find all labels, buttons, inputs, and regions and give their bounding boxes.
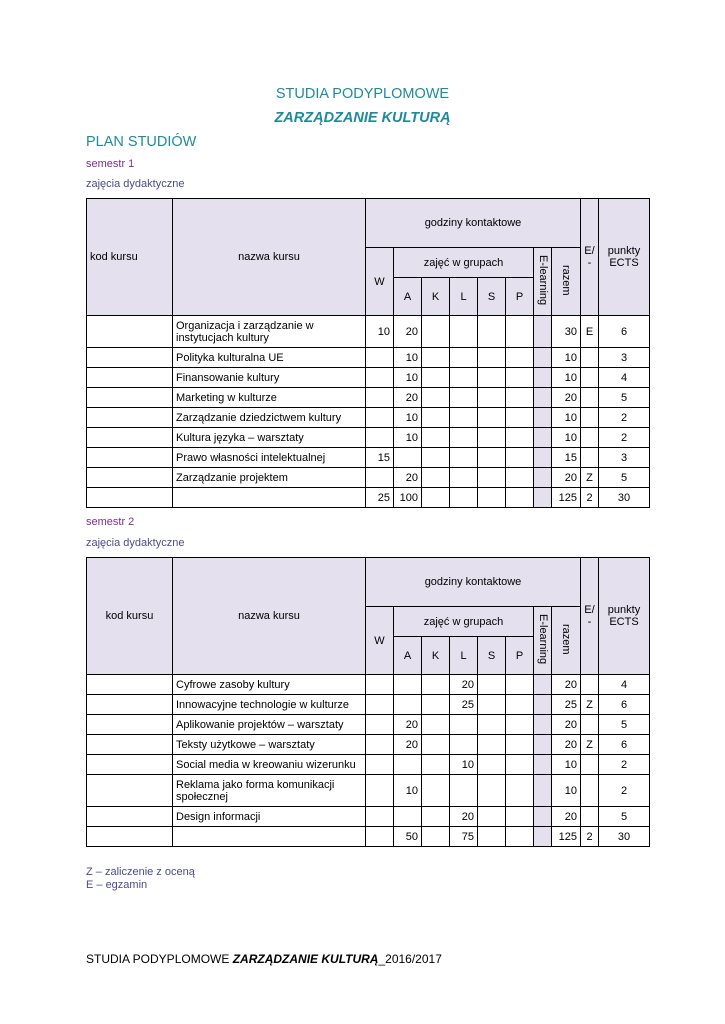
cell	[506, 807, 534, 827]
cell: 2	[599, 428, 650, 448]
cell	[506, 735, 534, 755]
cell: 20	[394, 468, 422, 488]
cell	[478, 807, 506, 827]
cell: Z	[581, 468, 599, 488]
cell	[534, 468, 552, 488]
cell	[422, 807, 450, 827]
cell: 2	[599, 408, 650, 428]
cell	[581, 775, 599, 807]
header-godziny: godziny kontaktowe	[366, 199, 581, 248]
cell: 20	[552, 807, 581, 827]
cell: Kultura języka – warsztaty	[173, 428, 366, 448]
cell	[366, 695, 394, 715]
cell	[173, 827, 366, 847]
cell	[478, 348, 506, 368]
cell	[506, 428, 534, 448]
table-row	[87, 775, 650, 807]
cell: 20	[552, 735, 581, 755]
cell: 20	[552, 715, 581, 735]
cell: 6	[599, 695, 650, 715]
cell	[534, 775, 552, 807]
cell: 10	[450, 755, 478, 775]
cell: E	[581, 316, 599, 348]
cell: Design informacji	[173, 807, 366, 827]
cell	[422, 755, 450, 775]
cell	[581, 715, 599, 735]
cell	[422, 695, 450, 715]
cell	[478, 388, 506, 408]
cell	[87, 428, 173, 448]
cell: Organizacja i zarządzanie w instytucjach kultury	[173, 316, 366, 348]
cell	[478, 695, 506, 715]
cell	[366, 775, 394, 807]
cell: Marketing w kulturze	[173, 388, 366, 408]
cell	[581, 388, 599, 408]
total-row	[87, 488, 650, 508]
cell	[394, 448, 422, 468]
cell: 25	[450, 695, 478, 715]
cell	[506, 388, 534, 408]
header-nazwa: nazwa kursu	[173, 199, 366, 316]
cell	[366, 368, 394, 388]
cell: 5	[599, 715, 650, 735]
header-ects: punkty ECTS	[599, 558, 650, 675]
cell	[394, 807, 422, 827]
page-footer	[86, 952, 442, 966]
cell	[422, 735, 450, 755]
cell	[87, 675, 173, 695]
cell: 2	[581, 827, 599, 847]
cell	[422, 448, 450, 468]
cell: 20	[450, 807, 478, 827]
cell	[534, 348, 552, 368]
cell	[366, 755, 394, 775]
semester-2-table	[86, 557, 650, 847]
cell: 2	[581, 488, 599, 508]
cell: 5	[599, 388, 650, 408]
cell	[581, 807, 599, 827]
footer-prefix: STUDIA PODYPLOMOWE	[86, 952, 233, 966]
cell: Cyfrowe zasoby kultury	[173, 675, 366, 695]
cell: 10	[552, 428, 581, 448]
header-w: W	[366, 607, 394, 675]
header-razem: razem	[552, 248, 581, 316]
cell	[450, 316, 478, 348]
cell	[478, 755, 506, 775]
cell	[581, 448, 599, 468]
table-row	[87, 316, 650, 348]
cell	[422, 348, 450, 368]
cell	[173, 488, 366, 508]
cell: Polityka kulturalna UE	[173, 348, 366, 368]
cell	[450, 775, 478, 807]
cell	[366, 715, 394, 735]
table-row	[87, 448, 650, 468]
cell: 10	[394, 408, 422, 428]
cell: Zarządzanie dziedzictwem kultury	[173, 408, 366, 428]
cell	[394, 675, 422, 695]
cell: 30	[552, 316, 581, 348]
cell	[450, 448, 478, 468]
cell: Prawo własności intelektualnej	[173, 448, 366, 468]
cell: Zarządzanie projektem	[173, 468, 366, 488]
cell	[534, 488, 552, 508]
cell	[478, 428, 506, 448]
cell: Z	[581, 695, 599, 715]
cell	[87, 715, 173, 735]
cell	[478, 408, 506, 428]
header-s: S	[478, 278, 506, 316]
header-w: W	[366, 248, 394, 316]
cell	[478, 675, 506, 695]
cell	[450, 408, 478, 428]
cell: 10	[552, 368, 581, 388]
cell	[366, 675, 394, 695]
total-row	[87, 827, 650, 847]
semester-1-section: zajęcia dydaktyczne	[86, 178, 185, 190]
cell	[581, 755, 599, 775]
header-e: E/ -	[581, 199, 599, 316]
cell	[450, 368, 478, 388]
cell: 10	[394, 368, 422, 388]
cell: Aplikowanie projektów – warsztaty	[173, 715, 366, 735]
cell	[422, 715, 450, 735]
cell	[506, 827, 534, 847]
cell: 30	[599, 827, 650, 847]
cell	[394, 695, 422, 715]
table-row	[87, 468, 650, 488]
cell	[87, 488, 173, 508]
header-e: E/ -	[581, 558, 599, 675]
cell	[450, 468, 478, 488]
cell	[534, 755, 552, 775]
table-row	[87, 428, 650, 448]
cell	[534, 368, 552, 388]
cell: 20	[450, 675, 478, 695]
cell	[506, 408, 534, 428]
legend-e: E – egzamin	[86, 879, 148, 891]
cell	[87, 316, 173, 348]
cell	[422, 827, 450, 847]
table-row	[87, 807, 650, 827]
cell	[87, 408, 173, 428]
semester-2-label: semestr 2	[86, 516, 135, 528]
cell	[534, 695, 552, 715]
header-kod: kod kursu	[87, 558, 173, 675]
cell: Teksty użytkowe – warsztaty	[173, 735, 366, 755]
cell: Z	[581, 735, 599, 755]
cell	[581, 675, 599, 695]
table-row	[87, 408, 650, 428]
cell: 10	[394, 775, 422, 807]
cell: 10	[552, 408, 581, 428]
table-row	[87, 348, 650, 368]
cell	[534, 735, 552, 755]
header-elearning: E-learning	[534, 248, 552, 316]
cell	[506, 675, 534, 695]
cell: 25	[552, 695, 581, 715]
cell	[478, 448, 506, 468]
cell	[422, 488, 450, 508]
cell: Social media w kreowaniu wizerunku	[173, 755, 366, 775]
cell	[422, 408, 450, 428]
cell	[506, 448, 534, 468]
cell	[87, 827, 173, 847]
document-subtitle: ZARZĄDZANIE KULTURĄ	[274, 110, 451, 126]
cell: 5	[599, 807, 650, 827]
cell: 15	[366, 448, 394, 468]
document-title: STUDIA PODYPLOMOWE	[275, 86, 450, 102]
semester-1-label: semestr 1	[86, 158, 135, 170]
cell	[534, 448, 552, 468]
cell	[366, 408, 394, 428]
header-p: P	[506, 637, 534, 675]
cell: Finansowanie kultury	[173, 368, 366, 388]
cell	[422, 368, 450, 388]
table-row	[87, 388, 650, 408]
cell	[87, 388, 173, 408]
cell	[478, 735, 506, 755]
cell: 125	[552, 488, 581, 508]
table-row	[87, 715, 650, 735]
cell	[506, 348, 534, 368]
cell: 30	[599, 488, 650, 508]
header-grupy: zajęć w grupach	[394, 248, 534, 278]
cell: Innowacyjne technologie w kulturze	[173, 695, 366, 715]
cell	[87, 468, 173, 488]
cell	[581, 428, 599, 448]
cell	[87, 695, 173, 715]
cell	[422, 468, 450, 488]
cell	[534, 827, 552, 847]
cell	[87, 448, 173, 468]
cell	[478, 827, 506, 847]
cell	[478, 468, 506, 488]
cell: 25	[366, 488, 394, 508]
cell: 20	[394, 715, 422, 735]
cell: 20	[552, 675, 581, 695]
cell	[506, 468, 534, 488]
cell	[534, 428, 552, 448]
header-a: A	[394, 637, 422, 675]
semester-2-section: zajęcia dydaktyczne	[86, 537, 185, 549]
header-l: L	[450, 637, 478, 675]
cell: 3	[599, 448, 650, 468]
footer-suffix: _2016/2017	[378, 952, 442, 966]
cell	[534, 408, 552, 428]
cell	[506, 775, 534, 807]
cell: 4	[599, 368, 650, 388]
header-s: S	[478, 637, 506, 675]
cell	[87, 735, 173, 755]
cell	[87, 755, 173, 775]
cell	[366, 807, 394, 827]
cell	[506, 755, 534, 775]
header-k: K	[422, 637, 450, 675]
cell	[478, 715, 506, 735]
cell: 20	[552, 388, 581, 408]
cell	[506, 488, 534, 508]
cell: 50	[394, 827, 422, 847]
cell: 125	[552, 827, 581, 847]
cell	[450, 348, 478, 368]
cell	[581, 348, 599, 368]
table-row	[87, 695, 650, 715]
cell	[581, 368, 599, 388]
cell	[478, 368, 506, 388]
cell	[394, 755, 422, 775]
cell	[422, 428, 450, 448]
header-p: P	[506, 278, 534, 316]
header-razem: razem	[552, 607, 581, 675]
cell	[366, 735, 394, 755]
cell	[534, 388, 552, 408]
cell: 20	[552, 468, 581, 488]
cell	[534, 316, 552, 348]
cell	[478, 316, 506, 348]
cell	[87, 348, 173, 368]
cell: 100	[394, 488, 422, 508]
cell: 2	[599, 755, 650, 775]
cell	[506, 368, 534, 388]
table-row	[87, 755, 650, 775]
cell	[534, 807, 552, 827]
cell: 10	[552, 755, 581, 775]
cell	[366, 428, 394, 448]
cell	[450, 715, 478, 735]
cell	[506, 695, 534, 715]
cell	[450, 428, 478, 448]
header-elearning: E-learning	[534, 607, 552, 675]
cell: 75	[450, 827, 478, 847]
cell	[450, 488, 478, 508]
cell	[366, 468, 394, 488]
header-nazwa: nazwa kursu	[173, 558, 366, 675]
header-kod: kod kursu	[87, 199, 173, 316]
cell: 20	[394, 735, 422, 755]
header-k: K	[422, 278, 450, 316]
cell	[450, 388, 478, 408]
cell	[450, 735, 478, 755]
cell: 20	[394, 388, 422, 408]
table-row	[87, 675, 650, 695]
cell	[422, 388, 450, 408]
cell	[87, 807, 173, 827]
table-row	[87, 735, 650, 755]
cell	[366, 827, 394, 847]
header-a: A	[394, 278, 422, 316]
plan-heading: PLAN STUDIÓW	[86, 134, 197, 150]
cell: 5	[599, 468, 650, 488]
legend	[86, 866, 195, 892]
cell	[506, 715, 534, 735]
cell	[366, 348, 394, 368]
cell: 4	[599, 675, 650, 695]
cell: 3	[599, 348, 650, 368]
header-ects: punkty ECTS	[599, 199, 650, 316]
cell: 6	[599, 316, 650, 348]
cell: 10	[366, 316, 394, 348]
header-grupy: zajęć w grupach	[394, 607, 534, 637]
semester-1-table	[86, 198, 650, 508]
cell	[506, 316, 534, 348]
cell: 6	[599, 735, 650, 755]
cell: 10	[552, 348, 581, 368]
header-godziny: godziny kontaktowe	[366, 558, 581, 607]
cell	[478, 775, 506, 807]
cell: 15	[552, 448, 581, 468]
cell	[422, 775, 450, 807]
cell: Reklama jako forma komunikacji społecznej	[173, 775, 366, 807]
cell	[581, 408, 599, 428]
cell: 10	[552, 775, 581, 807]
cell	[366, 388, 394, 408]
header-l: L	[450, 278, 478, 316]
legend-z: Z – zaliczenie z oceną	[86, 866, 195, 878]
cell: 10	[394, 348, 422, 368]
cell	[534, 675, 552, 695]
cell	[534, 715, 552, 735]
cell	[422, 316, 450, 348]
cell: 2	[599, 775, 650, 807]
cell	[478, 488, 506, 508]
cell: 10	[394, 428, 422, 448]
cell: 20	[394, 316, 422, 348]
cell	[422, 675, 450, 695]
cell	[87, 368, 173, 388]
table-row	[87, 368, 650, 388]
cell	[87, 775, 173, 807]
footer-name: ZARZĄDZANIE KULTURĄ	[232, 952, 379, 966]
